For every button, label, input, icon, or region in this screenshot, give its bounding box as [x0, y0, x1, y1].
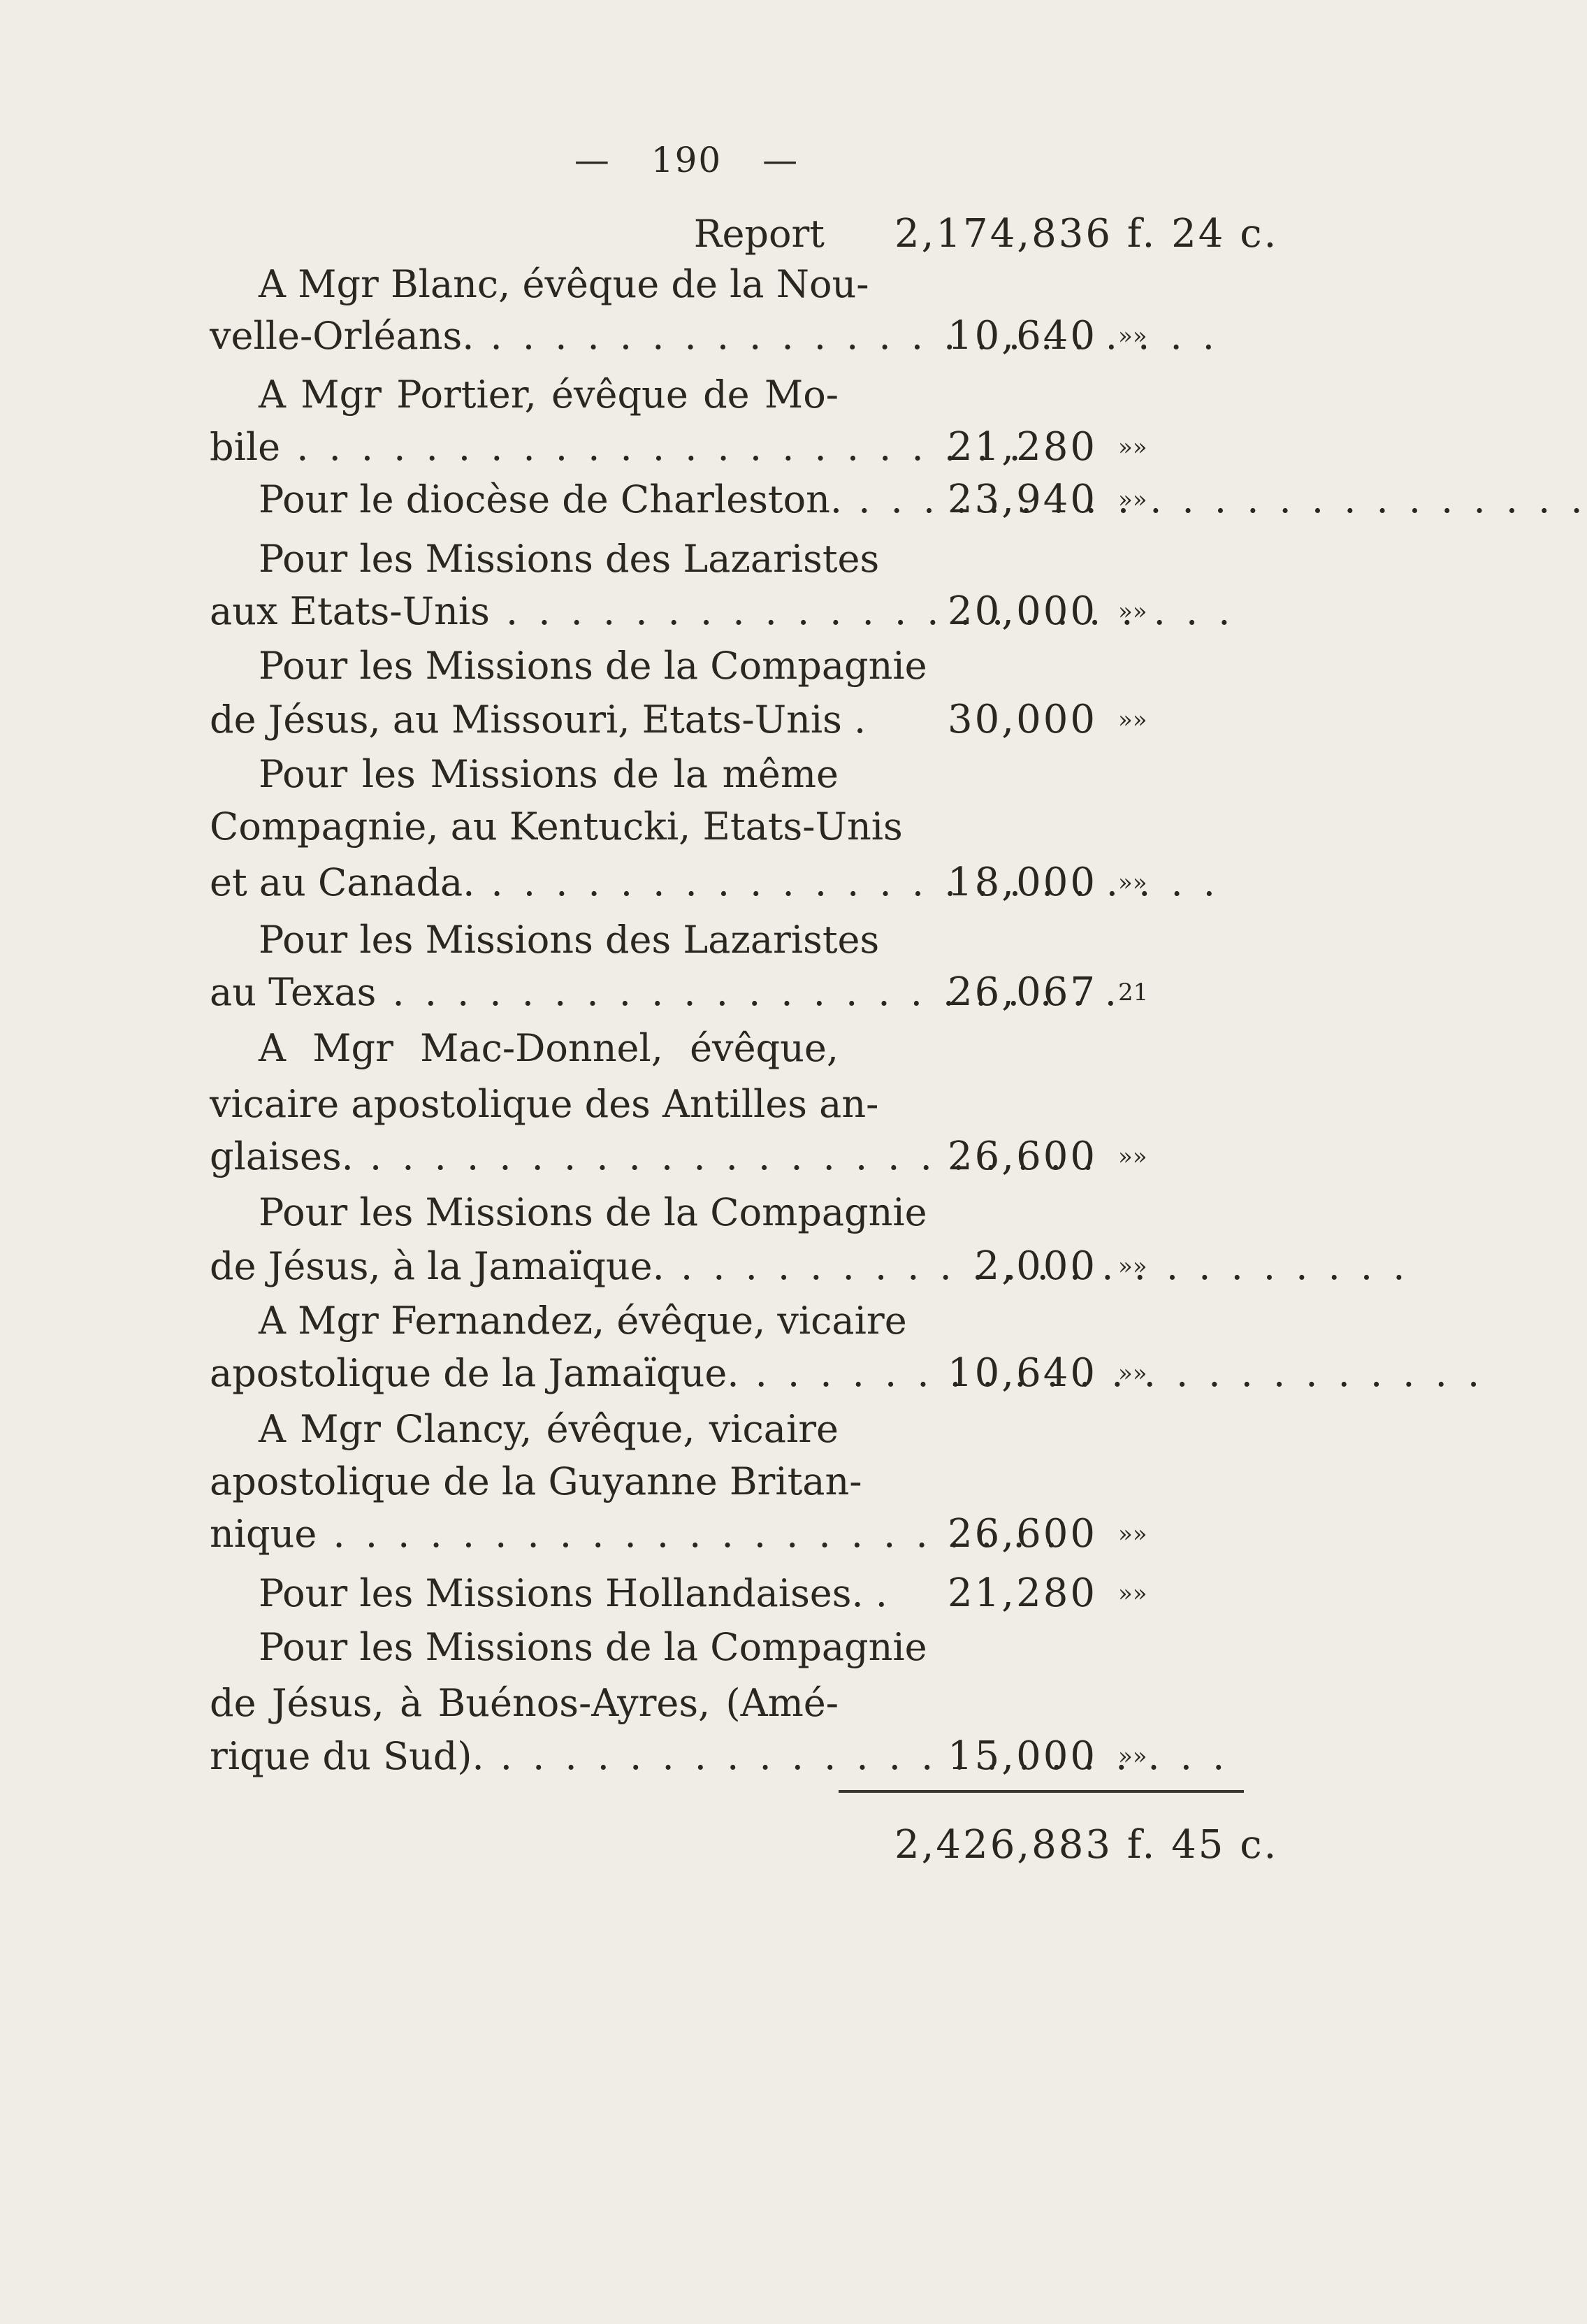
entry-amount: 21,280: [948, 424, 1097, 470]
entry-line: Pour les Missions des Lazaristes: [259, 537, 880, 581]
report-label: Report: [693, 212, 825, 256]
entry-line: au Texas . .: [210, 968, 839, 1017]
entry-line: et au Canada. . .: [210, 858, 839, 907]
entry-amount: 23,940: [948, 477, 1097, 522]
entry-unit: »»: [1118, 869, 1147, 897]
folio-dash-left: —: [574, 140, 611, 180]
entry-line: de Jésus, au Missouri, Etats-Unis .: [210, 698, 867, 742]
entry-unit: »»: [1118, 706, 1147, 734]
entry-line: A Mgr Portier, évêque de Mo-: [259, 373, 839, 417]
entry-line: Pour les Missions de la Compagnie: [259, 1625, 927, 1669]
entry-unit: »»: [1118, 322, 1147, 350]
entry-line: de Jésus, à la Jamaïque. . .: [210, 1242, 839, 1291]
entry-line: velle-Orléans. . .: [210, 312, 839, 361]
grand-total: 2,426,883 f. 45 c.: [894, 1822, 1279, 1868]
entry-line: rique du Sud). . .: [210, 1732, 839, 1781]
entry-line: apostolique de la Guyanne Britan-: [210, 1459, 862, 1503]
entry-line: nique . .: [210, 1510, 839, 1559]
entry-amount: 20,000: [948, 589, 1097, 634]
entry-unit: »»: [1118, 598, 1147, 626]
entry-unit: »»: [1118, 1359, 1147, 1387]
entry-amount: 15,000: [948, 1733, 1097, 1779]
entry-line: A Mgr Fernandez, évêque, vicaire: [259, 1299, 907, 1343]
entry-amount: 21,280: [948, 1571, 1097, 1616]
entry-unit: »»: [1118, 1580, 1147, 1608]
entry-amount: 18,000: [948, 860, 1097, 905]
folio-number: 190: [651, 140, 723, 180]
entry-unit: »»: [1118, 1742, 1147, 1770]
entry-line: de Jésus, à Buénos-Ayres, (Amé-: [210, 1681, 839, 1725]
entry-line: apostolique de la Jamaïque. . .: [210, 1349, 839, 1398]
entry-amount: 26,600: [948, 1511, 1097, 1557]
entry-line: Compagnie, au Kentucki, Etats-Unis: [210, 804, 903, 849]
entry-unit: »»: [1118, 433, 1147, 461]
entry-line: Pour les Missions des Lazaristes: [259, 918, 880, 962]
page-number: [0, 140, 1373, 180]
entry-line: A Mgr Mac-Donnel, évêque,: [259, 1026, 839, 1070]
entry-unit: 21: [1118, 979, 1149, 1006]
entry-line: Pour les Missions de la même: [259, 752, 839, 796]
entry-unit: »»: [1118, 1143, 1147, 1171]
entry-line: vicaire apostolique des Antilles an-: [210, 1082, 879, 1126]
entry-line: bile . .: [210, 423, 839, 472]
entry-amount: 10,640: [948, 313, 1097, 359]
entry-amount: 26,067: [948, 969, 1097, 1015]
entry-amount: 2,000: [974, 1243, 1097, 1289]
entry-line: Pour les Missions Hollandaises. .: [259, 1571, 887, 1615]
entry-line: Pour les Missions de la Compagnie: [259, 1190, 927, 1234]
entry-line: Pour les Missions de la Compagnie: [259, 644, 927, 688]
entry-amount: 26,600: [948, 1134, 1097, 1179]
entry-unit: »»: [1118, 1520, 1147, 1548]
entry-line: A Mgr Blanc, évêque de la Nou-: [259, 262, 869, 306]
entry-line: aux Etats-Unis . .: [210, 587, 839, 636]
total-rule: [839, 1790, 1244, 1793]
entry-amount: 10,640: [948, 1350, 1097, 1396]
report-amount: 2,174,836 f. 24 c.: [894, 211, 1279, 257]
entry-line: glaises. . .: [210, 1132, 839, 1181]
entry-unit: »»: [1118, 1253, 1147, 1280]
entry-line: A Mgr Clancy, évêque, vicaire: [259, 1407, 839, 1451]
entry-line: Pour le diocèse de Charleston. . .: [259, 475, 839, 524]
folio-dash-right: —: [762, 140, 799, 180]
entry-unit: »»: [1118, 486, 1147, 514]
entry-amount: 30,000: [948, 697, 1097, 742]
